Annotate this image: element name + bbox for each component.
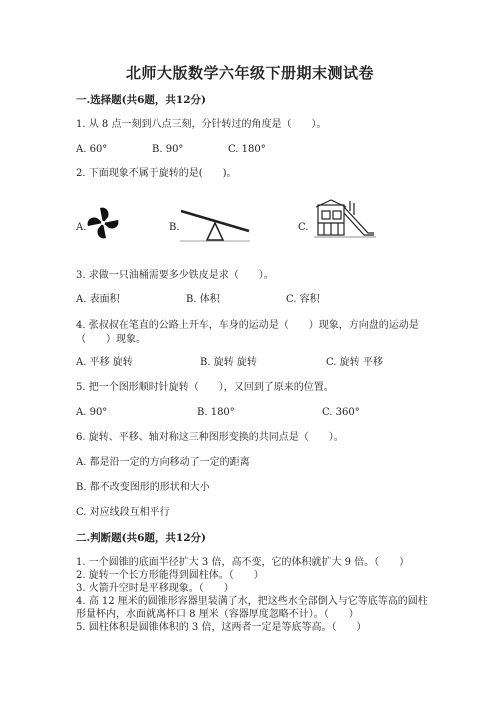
question-2-option-a: A. <box>76 222 87 233</box>
seesaw-icon <box>178 206 252 246</box>
question-3-option-c: C. 容积 <box>286 294 320 305</box>
page-title: 北师大版数学六年级下册期末测试卷 <box>125 64 374 82</box>
judgement-item-2: 2. 旋转一个长方形能得到圆柱体。（ ） <box>76 570 264 581</box>
question-6-option-a: A. 都是沿一定的方向移动了一定的距离 <box>76 457 250 468</box>
question-6-option-c: C. 对应线段互相平行 <box>76 507 170 518</box>
playground-slide-icon <box>312 197 378 245</box>
question-1-option-b: B. 90° <box>152 144 184 155</box>
question-5-option-b: B. 180° <box>197 407 235 418</box>
judgement-item-4-line2: 形量杯内，水面就离杯口 8 厘米（容器厚度忽略不计）。（ ） <box>76 609 359 620</box>
judgement-item-3: 3. 火箭升空时是平移现象。（ ） <box>76 583 234 594</box>
question-1-stem: 1. 从 8 点一刻到八点三刻，分针转过的角度是（ ）。 <box>76 119 327 130</box>
question-1-option-a: A. 60° <box>76 144 108 155</box>
section-heading-choice: 一.选择题(共6题，共12分) <box>76 94 207 106</box>
question-6-option-b: B. 都不改变图形的形状和大小 <box>76 482 210 493</box>
question-3-option-a: A. 表面积 <box>76 294 120 305</box>
question-5-stem: 5. 把一个图形顺时针旋转（ ），又回到了原来的位置。 <box>76 382 334 393</box>
question-6-stem: 6. 旋转、平移、轴对称这三种图形变换的共同点是（ ）。 <box>76 432 344 443</box>
question-3-stem: 3. 求做一只油桶需要多少铁皮是求（ ）。 <box>76 270 274 281</box>
judgement-item-5: 5. 圆柱体积是圆锥体积的 3 倍，这两者一定是等底等高。（ ） <box>76 622 367 633</box>
pinwheel-icon <box>86 205 120 241</box>
judgement-item-1: 1. 一个圆锥的底面半径扩大 3 倍，高不变，它的体积就扩大 9 倍。（ ） <box>76 557 410 568</box>
question-2-option-c: C. <box>298 222 309 233</box>
question-4-stem-line1: 4. 张叔叔在笔直的公路上开车，车身的运动是（ ）现象，方向盘的运动是 <box>76 320 419 331</box>
question-5-option-c: C. 360° <box>322 407 360 418</box>
question-5-option-a: A. 90° <box>76 407 108 418</box>
section-heading-judgement: 二.判断题(共6题，共12分) <box>76 532 207 544</box>
question-4-stem-line2: （ ）现象。 <box>76 334 146 345</box>
question-4-option-c: C. 旋转 平移 <box>326 357 383 368</box>
question-2-stem: 2. 下面现象不属于旋转的是( )。 <box>76 168 237 179</box>
question-1-option-c: C. 180° <box>228 144 266 155</box>
question-3-option-b: B. 体积 <box>186 294 220 305</box>
question-2-option-b: B. <box>169 222 180 233</box>
judgement-item-4-line1: 4. 高 12 厘米的圆锥形容器里装满了水，把这些水全部倒入与它等底等高的圆柱 <box>76 596 428 607</box>
question-4-option-a: A. 平移 旋转 <box>76 357 133 368</box>
question-4-option-b: B. 旋转 旋转 <box>200 357 257 368</box>
